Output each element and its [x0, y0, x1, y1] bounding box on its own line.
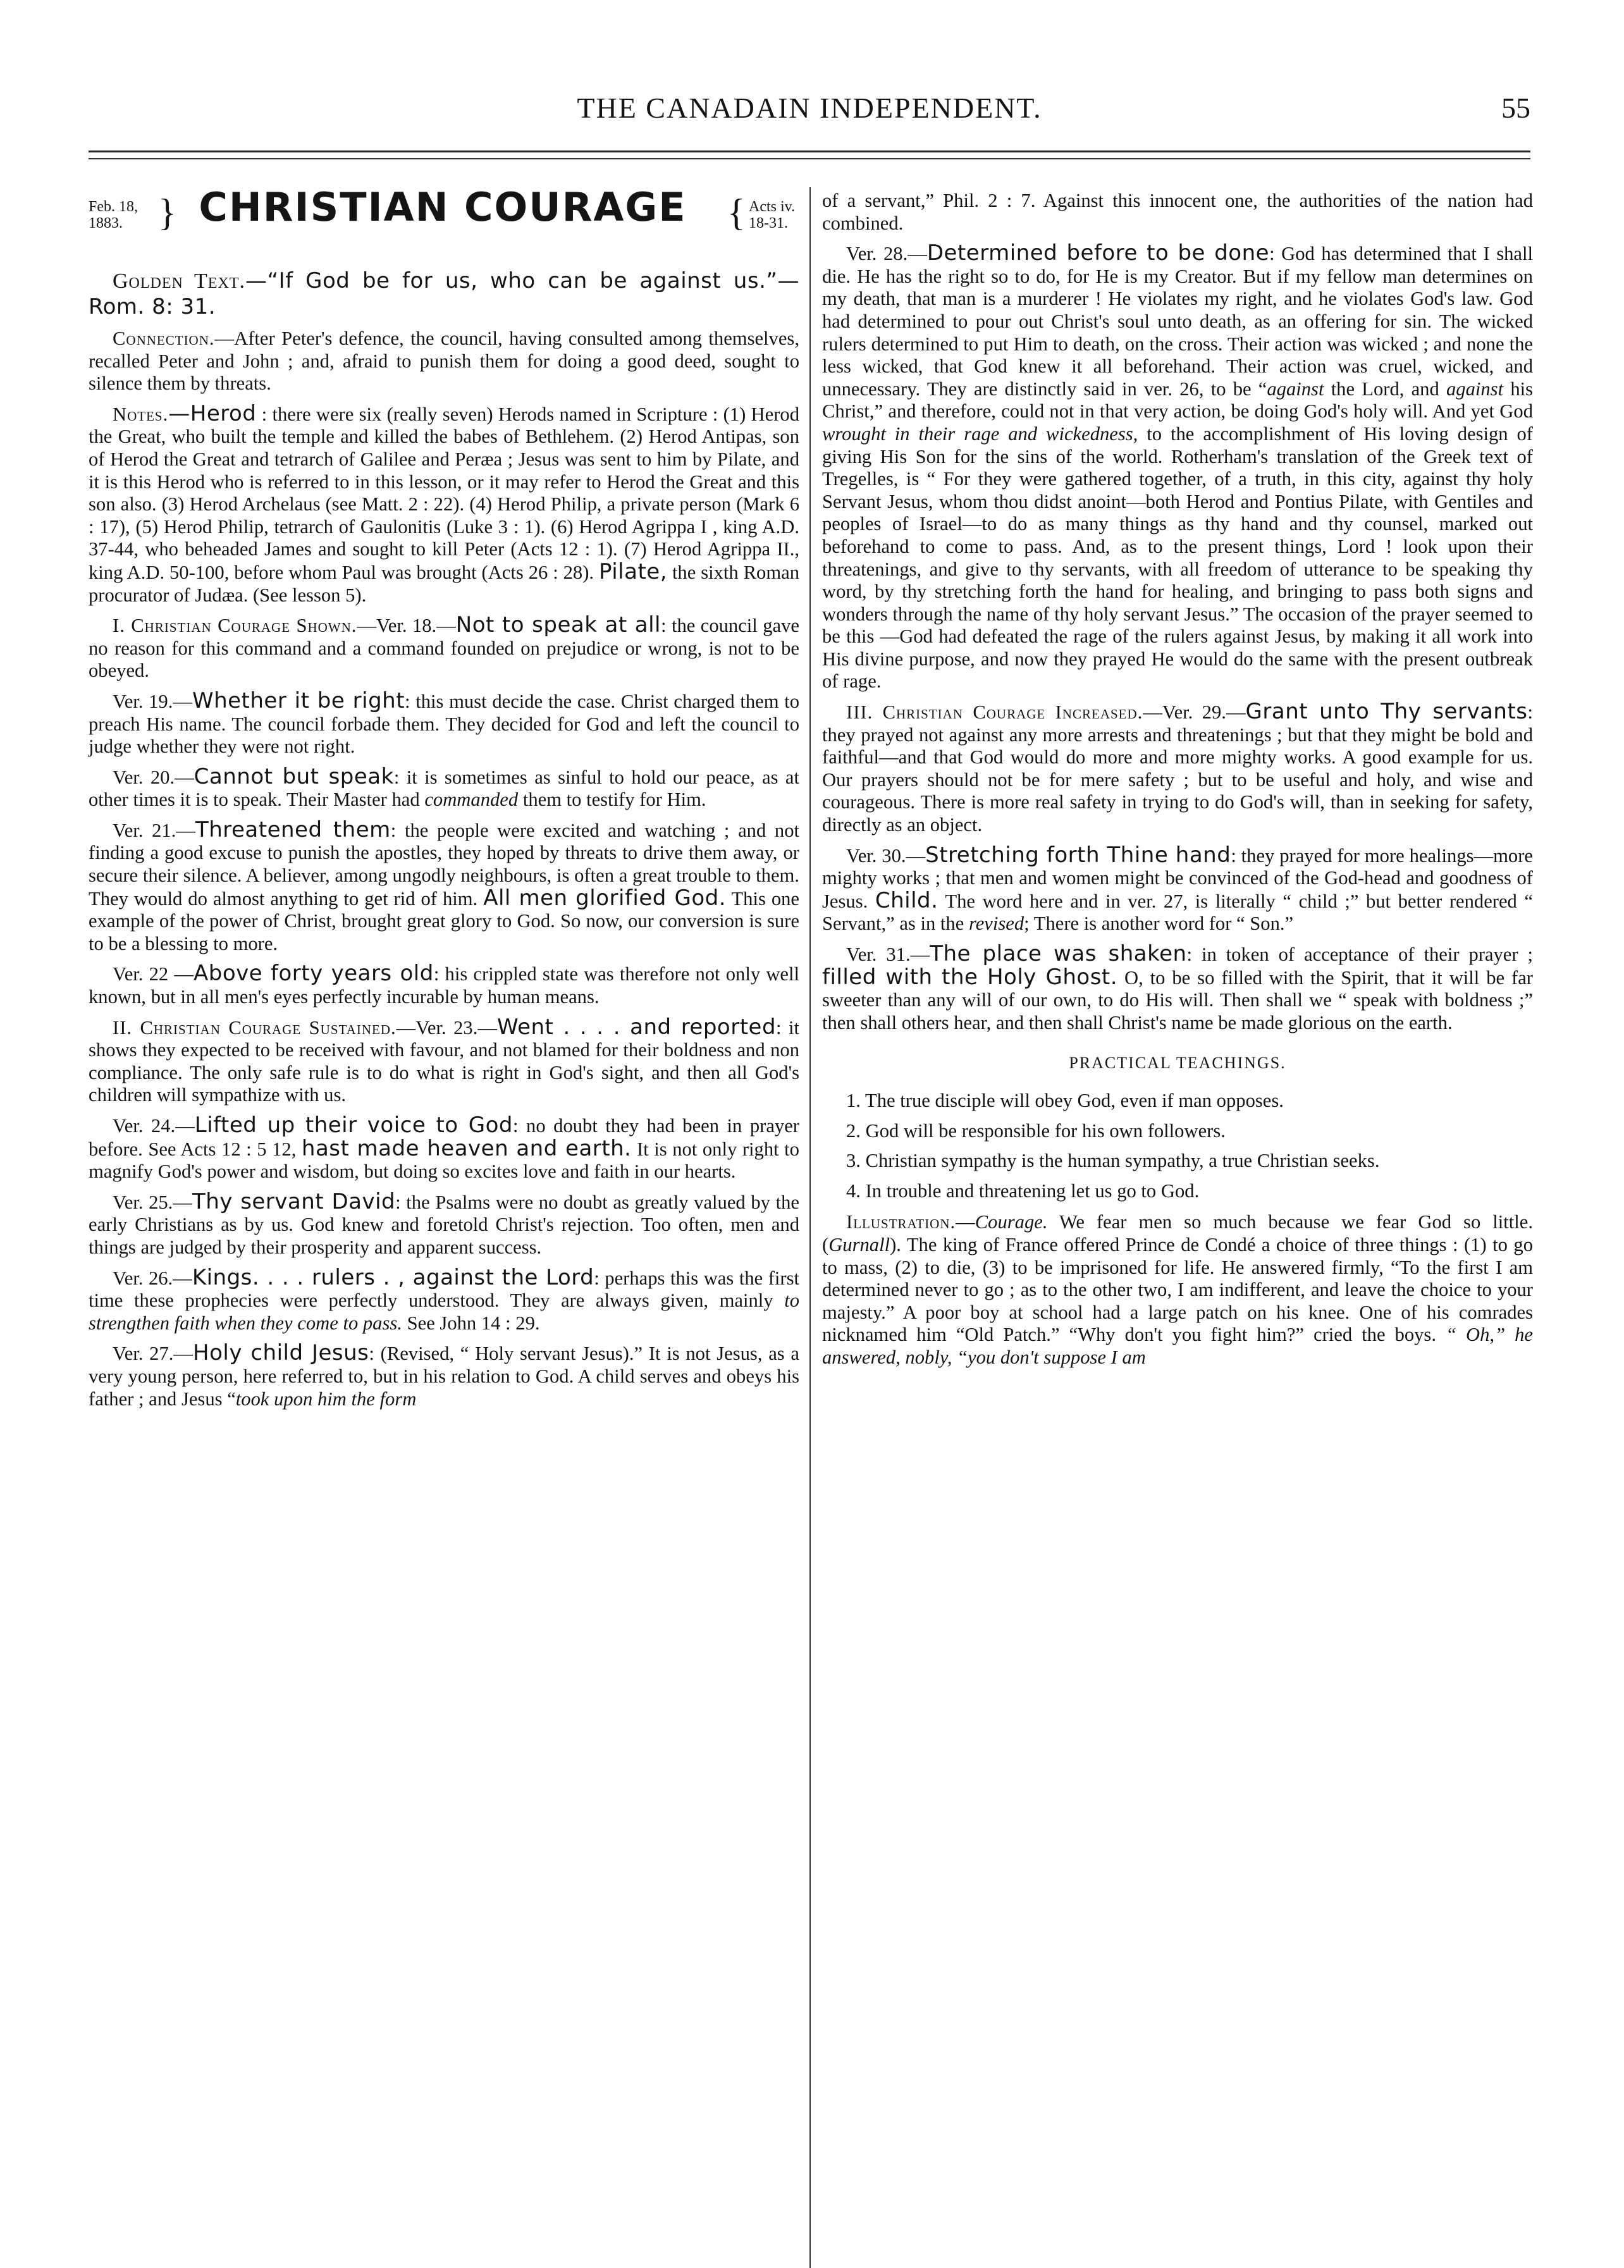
- verse-31-key: The place was shaken: [930, 941, 1187, 966]
- verse-25-label: Ver. 25.—: [113, 1191, 192, 1213]
- practical-teachings-list: [822, 1090, 1533, 1202]
- verse-30-body-b: The word here and in ver. 27, is literally “ child ;” but better rendered “ Servant,” as in the: [822, 890, 1533, 935]
- section-1-key: Not to speak at all: [455, 612, 661, 638]
- pilate-body: the sixth Roman procurator of Judæa. (See lesson 5).: [89, 561, 800, 606]
- reference-line-2: 18-31.: [749, 215, 788, 231]
- illustration-dash: —: [956, 1211, 975, 1233]
- verse-26-label: Ver. 26.—: [113, 1267, 192, 1289]
- list-item: 1. The true disciple will obey God, even if man opposes.: [846, 1089, 1284, 1111]
- section-3-verse: —Ver. 29.—: [1143, 701, 1246, 724]
- verse-22-key: Above forty years old: [194, 961, 434, 987]
- section-2-key: Went . . . . and reported: [496, 1014, 777, 1040]
- page-number: 55: [1501, 92, 1530, 124]
- verse-30-emphasis: revised: [968, 913, 1024, 935]
- header-rule: [89, 151, 1530, 152]
- verse-28-paragraph: [822, 242, 1533, 693]
- verse-21-paragraph: [89, 819, 799, 956]
- golden-text-body: —“If God be for us, who can be against us.”—Rom. 8: 31.: [89, 268, 799, 319]
- lesson-date: [89, 199, 138, 231]
- verse-28-emphasis-3: wrought in their rage and wickedness,: [822, 422, 1138, 445]
- verse-20-body-end: them to testify for Him.: [522, 789, 706, 811]
- section-2-verse: —Ver. 23.—: [396, 1016, 497, 1038]
- verse-31-paragraph: [822, 943, 1533, 1034]
- verse-19-body: : this must decide the case. Christ charged them to preach His name. The council forbade them. They decided for God and left the council to judge whether they were not right.: [89, 690, 799, 758]
- verse-26-paragraph: [89, 1264, 800, 1335]
- verse-26-body: : perhaps this was the first time these prophecies were perfectly understood. They are always given, mainly: [89, 1267, 800, 1312]
- brace-icon: }: [158, 192, 176, 233]
- page-header: [89, 87, 1530, 138]
- section-3-key: Grant unto Thy servants: [1245, 699, 1528, 725]
- verse-27-emphasis: took upon him the form: [235, 1388, 417, 1410]
- continued-paragraph: [822, 190, 1533, 235]
- verse-20-emphasis: commanded: [424, 789, 519, 811]
- verse-28-body-c: his Christ,” and therefore, could not in that very action, be doing God's holy will. And yet God: [822, 378, 1534, 422]
- lesson-heading: [89, 184, 799, 266]
- verse-22-label: Ver. 22 —: [113, 963, 194, 985]
- list-item: 4. In trouble and threatening let us go to God.: [846, 1180, 1200, 1202]
- verse-20-label: Ver. 20.—: [113, 766, 194, 788]
- section-3-label: III. Christian Courage Increased.: [846, 701, 1143, 724]
- notes-body: : there were six (really seven) Herods named in Scripture : (1) Herod the Great, who built the temple and killed the babes of Bethlehem. (2) Herod Antipas, son of Herod the Great and tetrarch of Galilee and Peræa ; Jesus was sent to him by Pilate, and it is this Herod who is referred to in this lesson, or it may refer to Herod the Great and this son also. (3) Herod Archelaus (see Matt. 2 : 22). (4) Herod Philip, a private person (Mark 6 : 17), (5) Herod Philip, tetrarch of Gaulonitis (Luke 3 : 1). (6) Herod Agrippa I , king A.D. 37-44, who beheaded James and sought to kill Peter (Acts 12 : 1). (7) Herod Agrippa II., king A.D. 50-100, before whom Paul was brought (Acts 26 : 28).: [89, 403, 800, 583]
- section-3-body: : they prayed not against any more arrests and threatenings ; but that they might be bold and faithful—and that God would do more and more mighty works. A good example for us. Our prayers should not be for mere safety ; but to be useful and holy, and wise and courageous. There is more real safety in trying to do God's will, than in seeking for safety, directly as an object.: [822, 701, 1533, 836]
- verse-21-key: Threatened them: [195, 817, 391, 842]
- scripture-reference: [749, 199, 799, 231]
- verse-30-paragraph: [822, 844, 1533, 935]
- verse-26-body-end: See John 14 : 29.: [407, 1312, 540, 1334]
- connection-label: Connection.: [113, 328, 215, 349]
- verse-20-paragraph: [89, 763, 799, 811]
- section-1-label: I. Christian Courage Shown.: [113, 615, 357, 637]
- verse-24-body: : no doubt they had been in prayer before. See Acts 12 : 5 12,: [89, 1115, 799, 1160]
- verse-19-key: Whether it be right: [192, 687, 405, 713]
- connection-body: —After Peter's defence, the council, having consulted among themselves, recalled Peter and John ; and, afraid to punish them for doing a good deed, sought to silence them by threats.: [89, 328, 799, 395]
- verse-31-label: Ver. 31.—: [846, 944, 930, 965]
- section-2-paragraph: [89, 1016, 799, 1107]
- verse-30-key: Stretching forth Thine hand: [925, 842, 1231, 868]
- verse-30-body: : they prayed for more healings—more mighty works ; that men and women might be convinced of the God-head and goodness of Jesus.: [822, 844, 1533, 912]
- verse-19-label: Ver. 19.—: [113, 690, 192, 712]
- section-2-label: II. Christian Courage Sustained.: [113, 1016, 397, 1038]
- illustration-body: We fear men so much because we fear God so little. (: [822, 1211, 1533, 1255]
- verse-22-paragraph: [89, 963, 799, 1008]
- verse-27-paragraph: [89, 1342, 799, 1410]
- verse-26-key: Kings. . . . rulers . , against the Lord: [192, 1264, 594, 1290]
- verse-25-body: : the Psalms were no doubt as greatly valued by the early Christians as by us. God knew and foretold Christ's rejection. Too often, men and things are judged by their prosperity and apparent success.: [89, 1191, 799, 1258]
- verse-28-key: Determined before to be done: [926, 240, 1270, 266]
- verse-27-key: Holy child Jesus: [193, 1340, 369, 1366]
- left-column: [89, 184, 800, 1418]
- section-1-paragraph: [89, 614, 799, 682]
- list-item: 3. Christian sympathy is the human sympathy, a true Christian seeks.: [846, 1150, 1380, 1172]
- lesson-date-line-2: 1883.: [89, 215, 123, 231]
- verse-28-emphasis-1: against: [1267, 378, 1324, 400]
- publication-title: THE CANADAIN INDEPENDENT.: [577, 92, 1042, 124]
- verse-27-label: Ver. 27.—: [113, 1343, 194, 1365]
- notes-paragraph: [89, 400, 800, 607]
- illustration-paragraph: [822, 1211, 1533, 1369]
- section-3-paragraph: [822, 701, 1533, 837]
- verse-31-key-2: filled with the Holy Ghost.: [822, 964, 1118, 990]
- notes-key: —Herod: [168, 400, 257, 426]
- verse-31-body-b: O, to be so filled with the Spirit, that it will be far sweeter than any will of our own, to do His will. Then shall we “ speak with boldness ;” then shall others hear, and then shall Christ's name be made glorious on the earth.: [822, 966, 1533, 1033]
- verse-20-key: Cannot but speak: [194, 763, 394, 789]
- reference-line-1: Acts iv.: [749, 199, 796, 215]
- verse-28-label: Ver. 28.—: [846, 243, 927, 265]
- golden-text-label: Golden Text.: [113, 269, 245, 293]
- golden-text: [89, 268, 799, 320]
- verse-20-body: : it is sometimes as sinful to hold our peace, as at other times it is to speak. Their Master had: [89, 766, 799, 811]
- verse-28-body: : God has determined that I shall die. He has the right so to do, for He is my Creator. But if my fellow man determines on my death, that man is a murderer ! He violates my right, and he violates God's law. God had determined to pour out Christ's soul unto death, as an offering for sin. The wicked rulers determined to put Him to death, on the cross. Their action was wicked ; and none the less wicked, that God knew it all beforehand. Their action was cruel, wicked, and unnecessary. They are distinctly said in ver. 26, to be “: [822, 243, 1533, 400]
- column-divider: [809, 187, 811, 2268]
- verse-21-body: : the people were excited and watching ; and not finding a good excuse to punish the apostles, they hoped by threats to drive them away, or secure their silence. A believer, among ungodly neighbours, is often a great trouble to them. They would do almost anything to get rid of him.: [89, 819, 799, 909]
- verse-24-body-end: It is not only right to magnify God's power and wisdom, but doing so excites love and faith in our hearts.: [89, 1138, 799, 1183]
- verse-26-emphasis: to strengthen faith when they come to pass.: [89, 1290, 799, 1334]
- verse-24-paragraph: [89, 1114, 799, 1183]
- illustration-quote: “ Oh,” he answered, nobly, “you don't suppose I am: [822, 1324, 1533, 1368]
- verse-22-body: : his crippled state was therefore not only well known, but in all men's eyes perfectly incurable by human means.: [89, 963, 800, 1008]
- verse-25-paragraph: [89, 1188, 799, 1259]
- notes-label: Notes.: [113, 403, 169, 425]
- section-2-body: : it shows they expected to be received with favour, and not blamed for their boldness and non compliance. The only safe rule is to do what is right in God's sight, and then all God's children will sympathize with us.: [89, 1016, 799, 1106]
- lesson-date-line-1: Feb. 18,: [89, 199, 138, 215]
- illustration-emphasis: Courage.: [975, 1211, 1048, 1233]
- section-1-body: : the council gave no reason for this command and a command founded on prejudice or wrong, is not to be obeyed.: [89, 615, 799, 682]
- list-item: 2. God will be responsible for his own followers.: [846, 1119, 1226, 1142]
- illustration-label: Illustration.: [846, 1211, 956, 1233]
- verse-30-label: Ver. 30.—: [846, 844, 926, 866]
- verse-31-body: : in token of acceptance of their prayer ;: [1186, 944, 1533, 965]
- brace-icon: {: [727, 192, 746, 233]
- section-1-verse: —Ver. 18.—: [357, 615, 456, 637]
- verse-30-body-c: ; There is another word for “ Son.”: [1024, 913, 1294, 935]
- verse-25-key: Thy servant David: [192, 1188, 396, 1214]
- verse-21-label: Ver. 21.—: [113, 819, 195, 841]
- verse-30-key-2: Child.: [875, 887, 938, 913]
- verse-24-key-2: hast made heaven and earth.: [301, 1135, 632, 1161]
- pilate-key: Pilate,: [598, 558, 668, 584]
- connection-paragraph: [89, 328, 799, 395]
- verse-19-paragraph: [89, 687, 799, 758]
- right-column: [822, 190, 1533, 1377]
- practical-teachings-heading: PRACTICAL TEACHINGS.: [1069, 1054, 1286, 1073]
- verse-21-key-2: All men glorified God.: [483, 885, 727, 911]
- verse-24-label: Ver. 24.—: [113, 1115, 195, 1137]
- illustration-body-b: ). The king of France offered Prince de Condé a choice of three things : (1) to go to mass, (2) to die, (3) to be imprisoned for life. He answered firmly, “To the first I am determined never to go ; as to the other two, I am indifferent, and leave the choice to your majesty.” A poor boy at school had a large patch on his knee. One of his comrades nicknamed him “Old Patch.” “Why don't you fight him?” cried the boys.: [822, 1233, 1533, 1346]
- verse-28-body-b: the Lord, and: [1331, 378, 1439, 400]
- lesson-title: CHRISTIAN COURAGE: [199, 184, 687, 230]
- illustration-citation: Gurnall: [828, 1233, 890, 1255]
- verse-24-key: Lifted up their voice to God: [194, 1112, 514, 1138]
- continued-text: of a servant,” Phil. 2 : 7. Against this innocent one, the authorities of the nation had combined.: [822, 190, 1533, 234]
- verse-27-body: : (Revised, “ Holy servant Jesus).” It is not Jesus, as a very young person, here referred to, but in his relation to God. A child serves and obeys his father ; and Jesus “: [89, 1343, 799, 1410]
- verse-21-body-end: This one example of the power of Christ, brought great glory to God. So now, our conversion is sure to be a blessing to more.: [89, 887, 799, 954]
- verse-28-body-d: to the accomplishment of His loving design of giving His Son for the sins of the world. Rotherham's translation of the Greek text of Tregelles, is “ For they were gathered together, of a truth, in this city, against thy holy Servant Jesus, whom thou didst anoint—both Herod and Pontius Pilate, with Gentiles and peoples of Israel—to do as many things as thy hand and thy counsel, marked out beforehand to come to pass. And, as to the present things, Lord ! look upon their threatenings, and give to thy servants, with all freedom of utterance to be speaking thy word, by thy stretching forth the hand for healing, and bringing to pass both signs and wonders through the name of thy holy servant Jesus.” The occasion of the prayer seemed to be this —God had defeated the rage of the rulers against Jesus, by making it all work into His divine purpose, and now they prayed He would do the same with the present outbreak of rage.: [822, 422, 1533, 693]
- header-rule-thin: [89, 158, 1530, 159]
- verse-28-emphasis-2: against: [1446, 378, 1504, 400]
